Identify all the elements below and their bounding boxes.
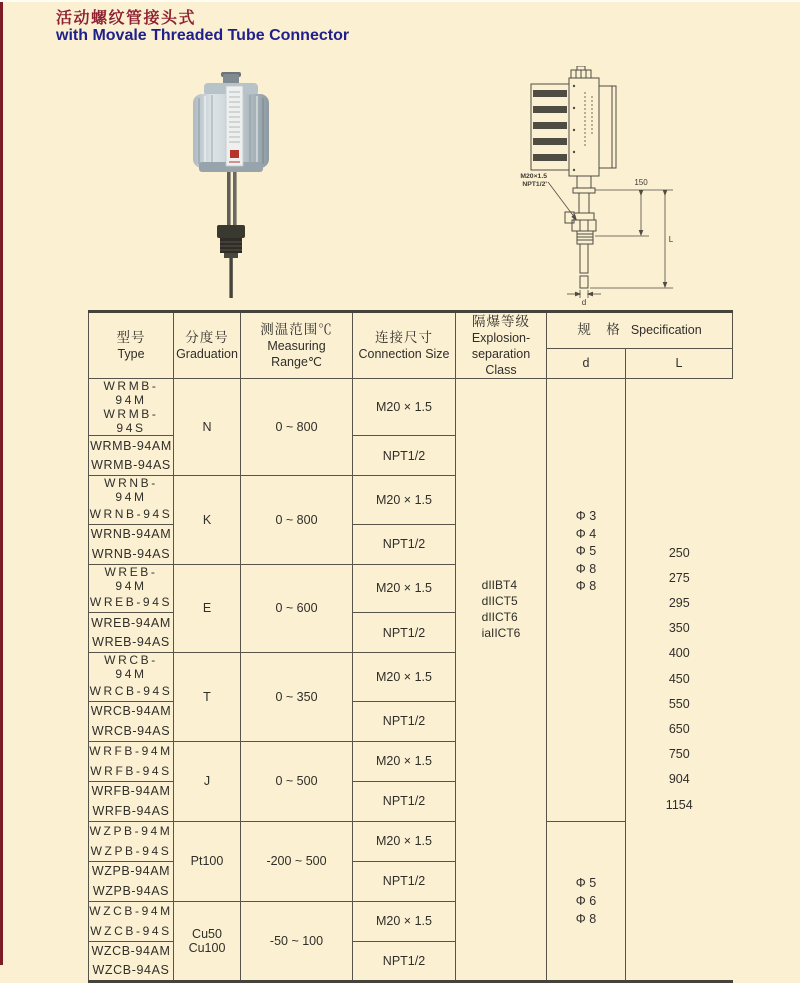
d-lower-cell: Φ 5 Φ 6 Φ 8 [547,821,626,981]
l-values-cell: 250 275 295 350 400 450 550 650 750 904 1154 [626,379,733,982]
model-cell: WRMB-94AS [89,456,174,476]
connection-cell: M20 × 1.5 [353,821,456,861]
table-row [89,379,733,408]
model-cell: WRFB-94AM [89,781,174,801]
range-cell: 0 ~ 600 [241,564,353,653]
model-cell: WRMB-94M [89,379,174,408]
model-cell: WRCB-94AS [89,721,174,741]
model-cell: WREB-94AM [89,613,174,633]
model-cell: WRMB-94S [89,407,174,436]
page-top-strip [0,0,800,2]
drawing-head [531,66,616,176]
sensor-photo [186,70,276,305]
connection-cell: NPT1/2 [353,701,456,741]
page-title-english: with Movale Threaded Tube Connector [56,27,350,44]
dim-L-label: L [668,235,674,244]
connection-cell: NPT1/2 [353,524,456,564]
photo-head [193,72,269,172]
header-range: 测温范围℃ Measuring Range℃ [241,312,353,379]
d-upper-cell: Φ 3 Φ 4 Φ 5 Φ 8 Φ 8 [547,379,626,822]
connection-cell: NPT1/2 [353,781,456,821]
spec-table [88,310,733,983]
drawing-probe [580,244,588,273]
thread-label-npt: NPT1/2' [522,181,547,188]
model-cell: WRNB-94AS [89,544,174,564]
graduation-cell: Cu50 Cu100 [174,901,241,981]
connection-cell: M20 × 1.5 [353,379,456,436]
connection-cell: M20 × 1.5 [353,741,456,781]
graduation-cell: T [174,653,241,742]
range-cell: 0 ~ 500 [241,741,353,821]
graduation-cell: K [174,476,241,565]
model-cell: WZPB-94AM [89,861,174,881]
dim-150-label: 150 [634,178,648,187]
range-cell: 0 ~ 800 [241,379,353,476]
model-cell: WRNB-94S [89,504,174,524]
model-cell: WZPB-94M [89,821,174,841]
connection-cell: NPT1/2 [353,861,456,901]
model-cell: WRNB-94AM [89,524,174,544]
header-explosion: 隔爆等级 Explosion- separation Class [456,312,547,379]
model-cell: WRMB-94AM [89,436,174,456]
photo-neck-and-fitting [217,172,245,258]
range-cell: -200 ~ 500 [241,821,353,901]
graduation-cell: N [174,379,241,476]
dim-d-label: d [581,298,587,307]
range-cell: -50 ~ 100 [241,901,353,981]
model-cell: WZCB-94AS [89,961,174,981]
connection-cell: NPT1/2 [353,436,456,476]
model-cell: WRFB-94AS [89,801,174,821]
header-specification: 规 格 Specification [547,312,733,349]
explosion-class-cell: dIIBT4 dIICT5 dIICT6 iaIICT6 [456,379,547,982]
range-cell: 0 ~ 350 [241,653,353,742]
page-left-edge-strip [0,0,3,965]
photo-label-logo [230,150,239,158]
connection-cell: M20 × 1.5 [353,653,456,702]
photo-probe [229,258,232,298]
model-cell: WRCB-94S [89,681,174,701]
model-cell: WRNB-94M [89,476,174,505]
drawing-stem-thread [565,176,596,288]
model-cell: WREB-94M [89,564,174,593]
model-cell: WRCB-94AM [89,701,174,721]
header-col-l: L [626,348,733,378]
drawing-dimensions [548,182,673,298]
model-cell: WZCB-94M [89,901,174,921]
connection-cell: M20 × 1.5 [353,564,456,613]
graduation-cell: E [174,564,241,653]
header-connection: 连接尺寸 Connection Size [353,312,456,379]
graduation-cell: J [174,741,241,821]
header-col-d: d [547,348,626,378]
model-cell: WREB-94S [89,593,174,613]
model-cell: WZCB-94AM [89,941,174,961]
thread-label-m20: M20×1.5 [520,173,547,180]
photo-label [226,86,243,166]
connection-cell: NPT1/2 [353,941,456,981]
connection-cell: M20 × 1.5 [353,476,456,525]
connection-cell: NPT1/2 [353,613,456,653]
model-cell: WRFB-94M [89,741,174,761]
model-cell: WZCB-94S [89,921,174,941]
model-cell: WRFB-94S [89,761,174,781]
model-cell: WREB-94AS [89,633,174,653]
connection-cell: M20 × 1.5 [353,901,456,941]
header-graduation: 分度号 Graduation [174,312,241,379]
model-cell: WRCB-94M [89,653,174,682]
graduation-cell: Pt100 [174,821,241,901]
model-cell: WZPB-94S [89,841,174,861]
page-title-chinese: 活动螺纹管接头式 [56,10,197,27]
range-cell: 0 ~ 800 [241,476,353,565]
sensor-drawing [495,66,680,308]
header-type: 型号 Type [89,312,174,379]
model-cell: WZPB-94AS [89,881,174,901]
